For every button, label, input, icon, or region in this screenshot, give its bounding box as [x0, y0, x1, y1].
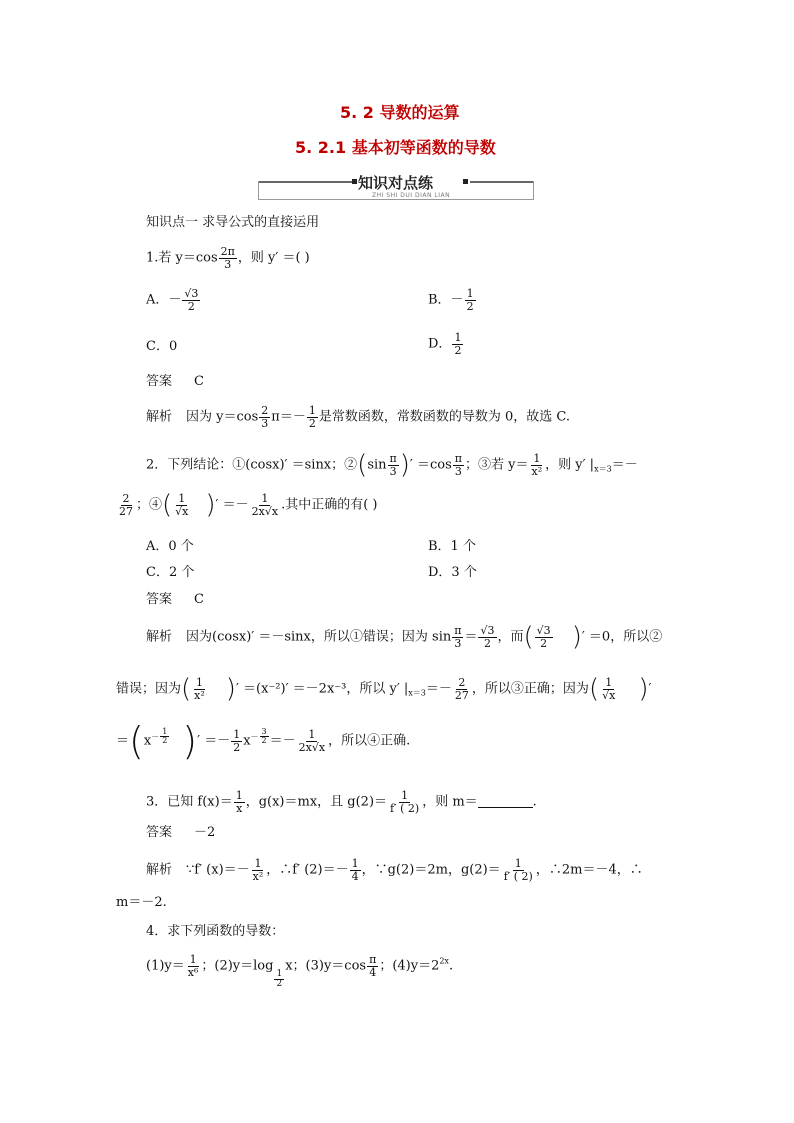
q2-stem2: ′ ＝cos — [409, 457, 452, 473]
q2-y-den: x² — [531, 464, 543, 478]
q3-a2-frac — [350, 858, 361, 882]
q2-pi3-den: 3 — [389, 464, 397, 478]
q2-paren-close: ) — [399, 450, 410, 480]
q2-y-num: 1 — [533, 451, 541, 465]
q3-stem1: 3．已知 f(x)＝ — [146, 794, 233, 810]
q2-analysis-line2 — [116, 676, 651, 702]
q3-g-num: 1 — [401, 789, 409, 802]
q2-227-num: 2 — [122, 491, 130, 505]
q3-stem3: ，则 m＝ — [422, 794, 478, 810]
q3-answer-value: －2 — [194, 825, 216, 840]
q2-a4: ′ ＝0，所以② — [581, 629, 663, 645]
q1-analysis-post: 是常数函数，常数函数的导数为 0，故选 C. — [318, 409, 570, 425]
q2-c6: ＝－ — [269, 733, 296, 749]
q4-p4-sup: 2x — [439, 956, 449, 966]
q2-option-d: D．3 个 — [428, 565, 477, 580]
q1-answer-label: 答案 — [146, 374, 173, 389]
q3-answer-label: 答案 — [146, 825, 173, 840]
q4-p1-num: 1 — [189, 953, 197, 966]
banner-square-left — [352, 179, 357, 184]
q1-analysis — [146, 405, 570, 429]
q2-cos-num: π — [454, 451, 463, 465]
q3-a3: ，∵g(2)＝2m，g(2)＝ — [361, 862, 501, 878]
q1-option-d-num: 1 — [454, 331, 462, 344]
q2-c5-frac — [260, 728, 269, 746]
q2-analysis-line3 — [116, 719, 411, 763]
q1-stem-frac — [219, 246, 237, 270]
knowledge-point-1: 知识点一 求导公式的直接运用 — [146, 215, 320, 230]
q1-option-a-num: √3 — [184, 287, 199, 300]
q3-a3-frac — [502, 858, 535, 882]
q2-stem9: ′ ＝－ — [215, 497, 249, 513]
q2-pi3-frac — [388, 453, 399, 477]
q3-a4: ，∴2m＝－4，∴ — [535, 862, 643, 878]
q2-b1-paren-close: ) — [225, 674, 236, 704]
q2-c5-sup: － 3 2 — [250, 726, 267, 745]
q4-p3-num: π — [369, 953, 377, 966]
q2-cos-frac — [453, 453, 464, 477]
banner-square-right — [463, 179, 468, 184]
q2-c1-paren-open: ( — [129, 719, 144, 763]
q1-stem-den: 3 — [224, 257, 232, 271]
q2-analysis-line1 — [146, 624, 662, 650]
q2-b5-paren-close: ) — [638, 674, 649, 704]
q1-option-b — [428, 288, 477, 312]
q1-option-a-label: A．－ — [146, 292, 182, 308]
q2-b3-sub: x＝3 — [408, 688, 426, 698]
q1-analysis-num1: 2 — [261, 404, 269, 417]
q1-option-c: C．0 — [146, 339, 178, 354]
q2-answer — [146, 593, 204, 606]
q2-b1: 错误；因为 — [116, 681, 182, 697]
q2-b3: ′ ＝(x⁻²)′ ＝－2x⁻³，所以 y′ | — [235, 681, 409, 697]
q1-analysis-den2: 2 — [308, 416, 316, 430]
q3-f-frac — [234, 790, 245, 814]
q4-p1: (1)y＝ — [146, 958, 185, 974]
q3-a2-num: 1 — [351, 857, 359, 870]
q2-c1-paren-close: ) — [182, 719, 198, 763]
q2-c3-sup: － 1 2 — [151, 726, 168, 745]
section-title: 5. 2 导数的运算 — [340, 103, 460, 122]
q2-a1-frac — [452, 625, 463, 649]
q4-p2: ；(2)y＝log — [201, 958, 274, 974]
q3-a1-den: x² — [252, 869, 264, 883]
q3-answer-blank[interactable] — [478, 795, 533, 808]
q2-cos-den: 3 — [454, 464, 462, 478]
q2-stem3: ；③若 y＝ — [465, 457, 529, 473]
q2-b2-num: 1 — [195, 675, 203, 689]
q3-stem2: ，g(x)＝mx，且 g(2)＝ — [245, 794, 388, 810]
q1-stem-pre: 1.若 y＝cos — [146, 250, 218, 266]
q3-a2-den: 4 — [351, 869, 359, 883]
q4-p1-den: x⁶ — [187, 965, 199, 979]
q1-option-a — [146, 288, 201, 312]
q1-analysis-frac2 — [307, 405, 318, 429]
q2-a2-num: √3 — [480, 623, 495, 637]
q1-option-a-frac — [182, 288, 200, 312]
q4-p3-frac — [367, 954, 378, 978]
banner-subtext: ZHI SHI DUI DIAN LIAN — [372, 192, 451, 199]
q3-g-den: f′ ( 2) — [390, 801, 420, 815]
q2-b5-paren-open: ( — [588, 674, 600, 704]
q2-b4-frac — [453, 677, 471, 701]
q4-p4: ；(4)y＝2 — [379, 958, 440, 974]
q3-a1-frac — [251, 858, 266, 882]
q3-stem4: . — [532, 794, 537, 810]
q1-analysis-mid: π＝－ — [271, 409, 306, 425]
q2-stem7: ；④ — [136, 497, 163, 513]
q1-answer — [146, 375, 204, 388]
q2-b6-frac — [600, 677, 617, 701]
q2-c5-den: 2 — [261, 736, 267, 745]
q2-c4-num: 1 — [233, 727, 241, 741]
q2-b2-den: x² — [194, 688, 205, 702]
q1-stem-post: ，则 y′ ＝( ) — [237, 250, 310, 266]
q2-option-c: C．2 个 — [146, 565, 195, 580]
q4-p3-den: 4 — [369, 965, 377, 979]
q2-sqrtx-frac — [173, 493, 190, 517]
q1-analysis-label: 解析 — [146, 409, 173, 425]
q2-a3-paren-close: ) — [571, 622, 582, 652]
q1-analysis-den1: 3 — [261, 416, 269, 430]
q2-c2: x — [143, 733, 152, 749]
q2-2xsqrtx-num: 1 — [261, 491, 269, 505]
q1-stem-num: 2π — [220, 245, 235, 258]
q2-c7: ，所以④正确. — [328, 733, 411, 749]
q2-sin: sin — [367, 457, 387, 473]
q2-stem5: ＝－ — [611, 457, 638, 473]
q2-2xsqrtx-den: 2x√x — [251, 504, 279, 518]
q3-f-den: x — [236, 801, 243, 815]
q2-c5: x — [243, 733, 251, 749]
q2-c3-num: 1 — [162, 726, 168, 736]
q2-c4-frac — [231, 729, 242, 753]
q3-a3-den: f′ ( 2) — [503, 869, 533, 883]
q3-a3-num: 1 — [514, 857, 522, 870]
q2-a2: ＝ — [464, 629, 478, 645]
q2-stem-line2 — [116, 492, 377, 518]
q1-option-d-den: 2 — [454, 343, 462, 357]
q2-c5-num: 3 — [261, 726, 267, 736]
q2-a1-den: 3 — [454, 636, 462, 650]
q1-analysis-frac1 — [259, 405, 270, 429]
q1-option-d — [428, 332, 464, 356]
q1-option-b-label: B．－ — [428, 292, 464, 308]
q2-stem-sub: x＝3 — [594, 464, 612, 474]
q2-2xsqrtx-frac — [250, 493, 280, 517]
q2-a2-frac — [478, 625, 496, 649]
q2-c6-den: 2x√x — [298, 740, 326, 754]
q2-analysis-label: 解析 — [146, 629, 173, 645]
q2-227-den: 27 — [119, 504, 133, 518]
q2-b2-frac — [192, 677, 207, 701]
q4-parts — [146, 954, 453, 989]
q2-paren4-close: ) — [205, 490, 216, 520]
q2-c6-num: 1 — [308, 727, 316, 741]
banner-edge-left — [258, 181, 259, 199]
q2-b6-den: √x — [602, 688, 616, 702]
q2-a2-den: 2 — [483, 636, 491, 650]
q1-option-a-den: 2 — [187, 299, 195, 313]
q3-analysis-line2: m＝－2. — [116, 895, 167, 910]
q4-p5: . — [448, 958, 454, 974]
q2-y-frac — [530, 453, 545, 477]
q2-c6-frac — [297, 729, 327, 753]
banner-edge-right — [533, 181, 534, 199]
q2-paren4-open: ( — [162, 490, 173, 520]
q2-a1: 因为(cosx)′ ＝－sinx，所以①错误；因为 sin — [186, 629, 452, 645]
q2-b1-paren-open: ( — [181, 674, 192, 704]
banner-text: 知识对点练 — [358, 174, 434, 192]
q4-p3: x；(3)y＝cos — [285, 958, 367, 974]
q4-p1-frac — [186, 954, 201, 978]
q1-analysis-pre: 因为 y＝cos — [186, 409, 259, 425]
q4-p2-num: 1 — [276, 968, 283, 979]
q2-c1: ＝ — [116, 733, 130, 749]
q2-stem4: ，则 y′ | — [545, 457, 595, 473]
q1-stem — [146, 246, 310, 270]
q3-answer — [146, 826, 215, 839]
q2-c4-den: 2 — [233, 740, 241, 754]
q3-a2: ，∴f′ (2)＝－ — [266, 862, 349, 878]
q1-answer-value: C — [194, 374, 204, 389]
q1-option-d-frac — [452, 332, 463, 356]
q1-option-d-label: D． — [428, 336, 452, 352]
q3-a1: ∵f′ (x)＝－ — [186, 862, 250, 878]
q2-sqrtx-num: 1 — [178, 491, 186, 505]
q2-stem-line1 — [146, 452, 638, 478]
q2-b4-den: 27 — [454, 688, 469, 702]
banner-line-left — [258, 181, 353, 183]
q2-answer-label: 答案 — [146, 592, 173, 607]
q2-stem11: .其中正确的有( ) — [281, 497, 378, 513]
q2-a3-den: 2 — [540, 636, 548, 650]
q1-option-b-frac — [465, 288, 476, 312]
q2-b4: ＝－ — [425, 681, 452, 697]
q2-b4-num: 2 — [458, 675, 466, 689]
q1-analysis-num2: 1 — [308, 404, 316, 417]
q4-p2-frac — [274, 970, 284, 990]
q1-option-b-num: 1 — [466, 287, 474, 300]
q3-stem — [146, 790, 537, 814]
q2-a3-frac — [535, 625, 553, 649]
q2-sqrtx-den: √x — [175, 504, 189, 518]
q2-227-frac — [117, 493, 135, 517]
q2-b5: ，所以③正确；因为 — [471, 681, 589, 697]
q2-a3: ，而 — [497, 629, 524, 645]
q1-option-b-den: 2 — [466, 299, 474, 313]
q2-pi3-num: π — [389, 451, 397, 465]
q4-p2-den: 2 — [276, 978, 283, 989]
q3-analysis-line1 — [146, 858, 643, 882]
q2-c4: ′ ＝－ — [197, 733, 231, 749]
q3-a1-num: 1 — [254, 857, 262, 870]
q2-b6-num: 1 — [605, 675, 613, 689]
banner-line-right — [470, 181, 534, 183]
q2-a3-num: √3 — [536, 623, 551, 637]
q3-analysis-label: 解析 — [146, 862, 173, 878]
q2-a3-paren-open: ( — [523, 622, 534, 652]
q3-g-frac — [388, 790, 421, 814]
q2-a1-num: π — [454, 623, 462, 637]
q2-c3-den: 2 — [162, 736, 168, 745]
q2-option-b: B．1 个 — [428, 539, 476, 554]
q2-b7: ′ — [648, 681, 652, 697]
q2-stem1: 2．下列结论：①(cosx)′ ＝sinx；② — [146, 457, 358, 473]
q2-paren-open: ( — [357, 450, 368, 480]
subsection-title: 5. 2.1 基本初等函数的导数 — [295, 138, 496, 157]
q3-f-num: 1 — [235, 789, 243, 802]
q2-answer-value: C — [194, 592, 204, 607]
q4-stem: 4．求下列函数的导数： — [146, 924, 285, 939]
banner-underline — [258, 199, 534, 200]
q2-option-a: A．0 个 — [146, 539, 194, 554]
q2-c3-frac — [160, 728, 169, 746]
